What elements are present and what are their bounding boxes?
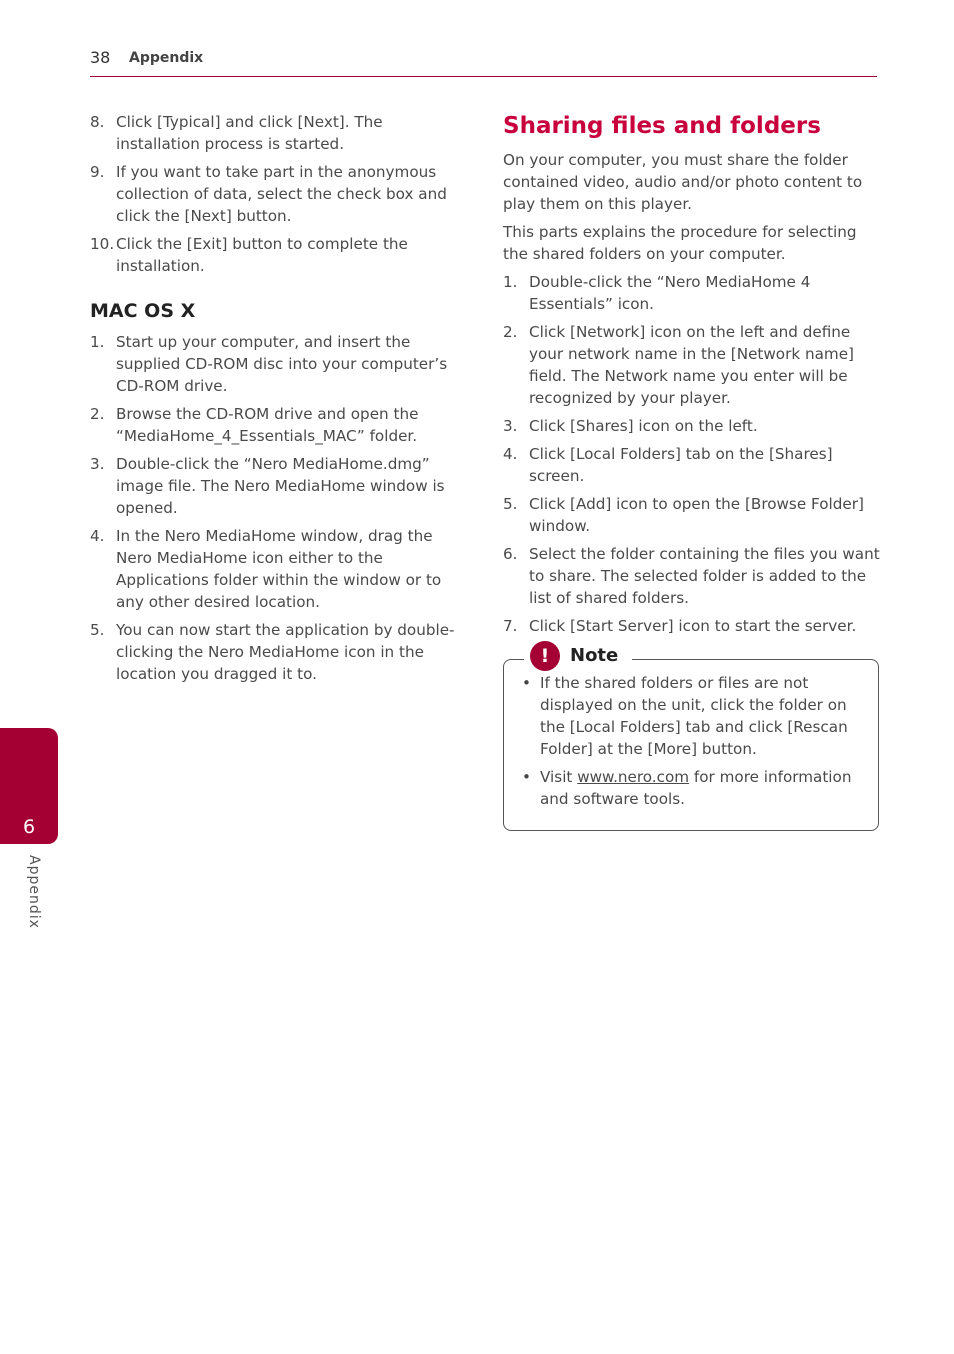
chapter-tab [0, 728, 58, 844]
list-item [90, 453, 468, 519]
step-number: 6. [503, 545, 518, 563]
list-item [503, 321, 881, 409]
step-number: 5. [90, 621, 105, 639]
step-text: Start up your computer, and insert the supplied CD-ROM disc into your computer’s CD-ROM drive. [116, 333, 448, 395]
mac-os-heading: MAC OS X [90, 300, 196, 322]
sharing-steps-list [503, 271, 881, 637]
step-text: Double-click the “Nero MediaHome 4 Essentials” icon. [529, 273, 811, 313]
bullet-icon: • [522, 768, 531, 786]
step-number: 3. [503, 417, 518, 435]
step-text: Click [Typical] and click [Next]. The installation process is started. [116, 113, 383, 153]
step-text: Click [Start Server] icon to start the server. [529, 617, 857, 635]
chapter-label: Appendix [26, 855, 42, 929]
step-number: 9. [90, 163, 105, 181]
step-text: Click [Add] icon to open the [Browse Folder] window. [529, 495, 864, 535]
list-item [503, 415, 881, 437]
note-list [522, 672, 862, 810]
step-text: Click [Shares] icon on the left. [529, 417, 758, 435]
nero-website-link[interactable]: www.nero.com [577, 768, 690, 786]
list-item [503, 543, 881, 609]
step-number: 5. [503, 495, 518, 513]
step-text: Browse the CD-ROM drive and open the “MediaHome_4_Essentials_MAC” folder. [116, 405, 419, 445]
intro-paragraph: On your computer, you must share the folder contained video, audio and/or photo content to play them on this player. [503, 151, 863, 213]
step-number: 4. [503, 445, 518, 463]
note-header [524, 641, 632, 671]
intro-paragraph: This parts explains the procedure for selecting the shared folders on your computer. [503, 223, 857, 263]
step-text: Click [Network] icon on the left and define your network name in the [Network name] field. The Network name you enter will be recognized by your player. [529, 323, 854, 407]
exclamation-icon: ! [530, 641, 560, 671]
list-item [90, 331, 468, 397]
step-text: If you want to take part in the anonymous collection of data, select the check box and click the [Next] button. [116, 163, 447, 225]
step-text: In the Nero MediaHome window, drag the Nero MediaHome icon either to the Applications folder within the window or to any other desired location. [116, 527, 442, 611]
step-number: 1. [90, 333, 105, 351]
page-number: 38 [90, 48, 111, 67]
list-item [90, 619, 468, 685]
page-header [90, 48, 877, 77]
step-number: 2. [90, 405, 105, 423]
chapter-number: 6 [22, 816, 36, 838]
list-item [522, 672, 862, 760]
step-text: Select the folder containing the files you want to share. The selected folder is added to the list of shared folders. [529, 545, 880, 607]
step-number: 1. [503, 273, 518, 291]
step-number: 2. [503, 323, 518, 341]
list-item [503, 443, 881, 487]
list-item [503, 493, 881, 537]
step-number: 3. [90, 455, 105, 473]
install-steps-list [90, 111, 468, 277]
note-text: If the shared folders or files are not displayed on the unit, click the folder on the [Local Folders] tab and click [Rescan Folder] at the [More] button. [540, 674, 848, 758]
step-number: 7. [503, 617, 518, 635]
list-item [90, 111, 468, 155]
note-title: Note [570, 645, 619, 666]
bullet-icon: • [522, 674, 531, 692]
header-section-title: Appendix [129, 50, 204, 66]
list-item [90, 525, 468, 613]
step-text: Click the [Exit] button to complete the installation. [116, 235, 408, 275]
step-text: Click [Local Folders] tab on the [Shares] screen. [529, 445, 833, 485]
step-text: You can now start the application by double-clicking the Nero MediaHome icon in the location you dragged it to. [116, 621, 455, 683]
step-number: 8. [90, 113, 105, 131]
note-text-after: for more information and software tools. [540, 768, 852, 808]
list-item [503, 271, 881, 315]
note-text-before: Visit [540, 768, 578, 786]
list-item [90, 233, 468, 277]
list-item [503, 615, 881, 637]
section-heading: Sharing files and folders [503, 113, 821, 139]
note-box [503, 645, 879, 831]
step-number: 4. [90, 527, 105, 545]
list-item [90, 161, 468, 227]
step-number: 10. [90, 235, 115, 253]
left-column [90, 111, 468, 691]
step-text: Double-click the “Nero MediaHome.dmg” image file. The Nero MediaHome window is opened. [116, 455, 445, 517]
mac-steps-list [90, 331, 468, 685]
list-item [522, 766, 862, 810]
list-item [90, 403, 468, 447]
right-column [503, 111, 881, 831]
